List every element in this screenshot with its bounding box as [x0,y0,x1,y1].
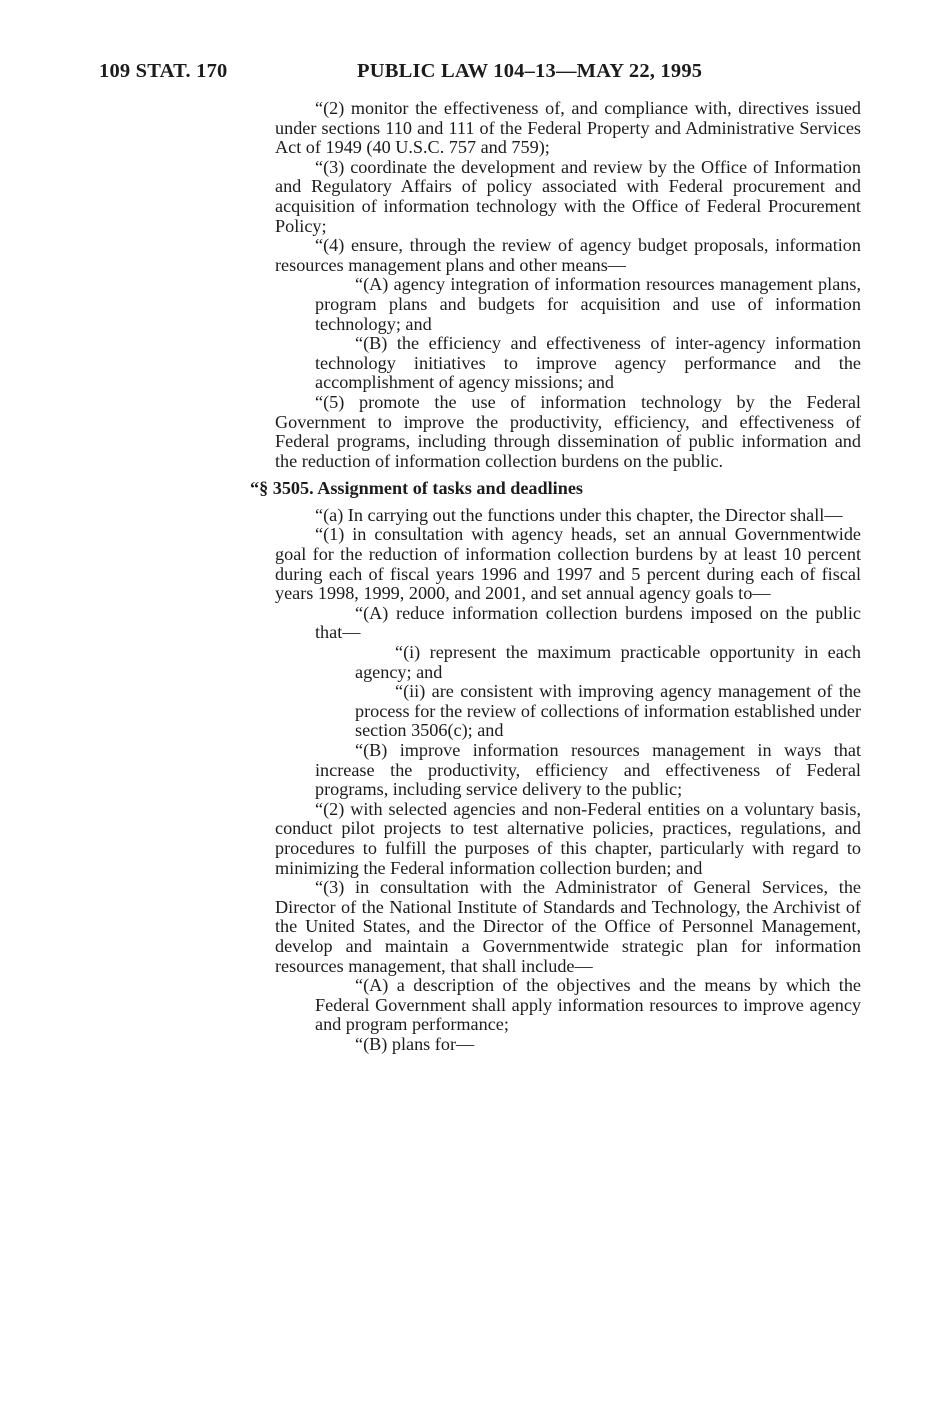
statute-body [250,98,861,1055]
paragraph-a-1-A-ii: “(ii) are consistent with improving agency management of the process for the review of collections of information established under section 3506(c); and [355,681,861,741]
paragraph-3-coordinate: “(3) coordinate the development and review by the Office of Information and Regulatory Affairs of policy associated with Federal procurement and acquisition of information technology with the Office of Federal Procurement Policy; [275,156,861,236]
paragraph-a-1: “(1) in consultation with agency heads, set an annual Governmentwide goal for the reduction of information collection burdens by at least 10 percent during each of fiscal years 1996 and 1997 and 5 percent during each of fiscal years 1998, 1999, 2000, and 2001, and set annual agency goals to— [275,524,861,604]
paragraph-a: “(a) In carrying out the functions under this chapter, the Director shall— [315,504,843,525]
paragraph-a-1-A-i: “(i) represent the maximum practicable opportunity in each agency; and [355,642,861,682]
paragraph-a-1-A: “(A) reduce information collection burdens imposed on the public that— [315,602,861,643]
public-law-title: PUBLIC LAW 104–13—MAY 22, 1995 [357,60,703,82]
paragraph-a-1-B: “(B) improve information resources management in ways that increase the productivity, efficiency and effectiveness of Federal programs, including service delivery to the public; [315,740,861,800]
section-heading: “§ 3505. Assignment of tasks and deadlines [250,478,583,499]
page-header [0,60,949,90]
paragraph-a-3: “(3) in consultation with the Administrator of General Services, the Director of the National Institute of Standards and Technology, the Archivist of the United States, and the Director of the Office of Personnel Management, develop and maintain a Governmentwide strategic plan for information resources management, that shall include— [275,877,861,976]
paragraph-a-2: “(2) with selected agencies and non-Federal entities on a voluntary basis, conduct pilot projects to test alternative policies, practices, regulations, and procedures to fulfill the purposes of this chapter, particularly with regard to minimizing the Federal information collection burden; and [275,798,861,878]
paragraph-5-promote: “(5) promote the use of information technology by the Federal Government to improve the productivity, efficiency, and effectiveness of Federal programs, including through dissemination of public information and the reduction of information collection burdens on the public. [275,391,861,471]
paragraph-4-ensure: “(4) ensure, through the review of agency budget proposals, information resources management plans and other means— [275,235,861,275]
statute-page-number: 109 STAT. 170 [99,60,228,82]
paragraph-a-3-B: “(B) plans for— [355,1033,475,1054]
paragraph-a-3-A: “(A) a description of the objectives and the means by which the Federal Government shall apply information resources to improve agency and program performance; [315,975,861,1035]
paragraph-4-A: “(A) agency integration of information resources management plans, program plans and budgets for acquisition and use of information technology; and [315,274,861,334]
paragraph-4-B: “(B) the efficiency and effectiveness of inter-agency information technology initiatives to improve agency performance and the accomplishment of agency missions; and [315,333,861,393]
paragraph-2-monitor: “(2) monitor the effectiveness of, and compliance with, directives issued under sections 110 and 111 of the Federal Property and Administrative Services Act of 1949 (40 U.S.C. 757 and 759); [275,98,861,158]
